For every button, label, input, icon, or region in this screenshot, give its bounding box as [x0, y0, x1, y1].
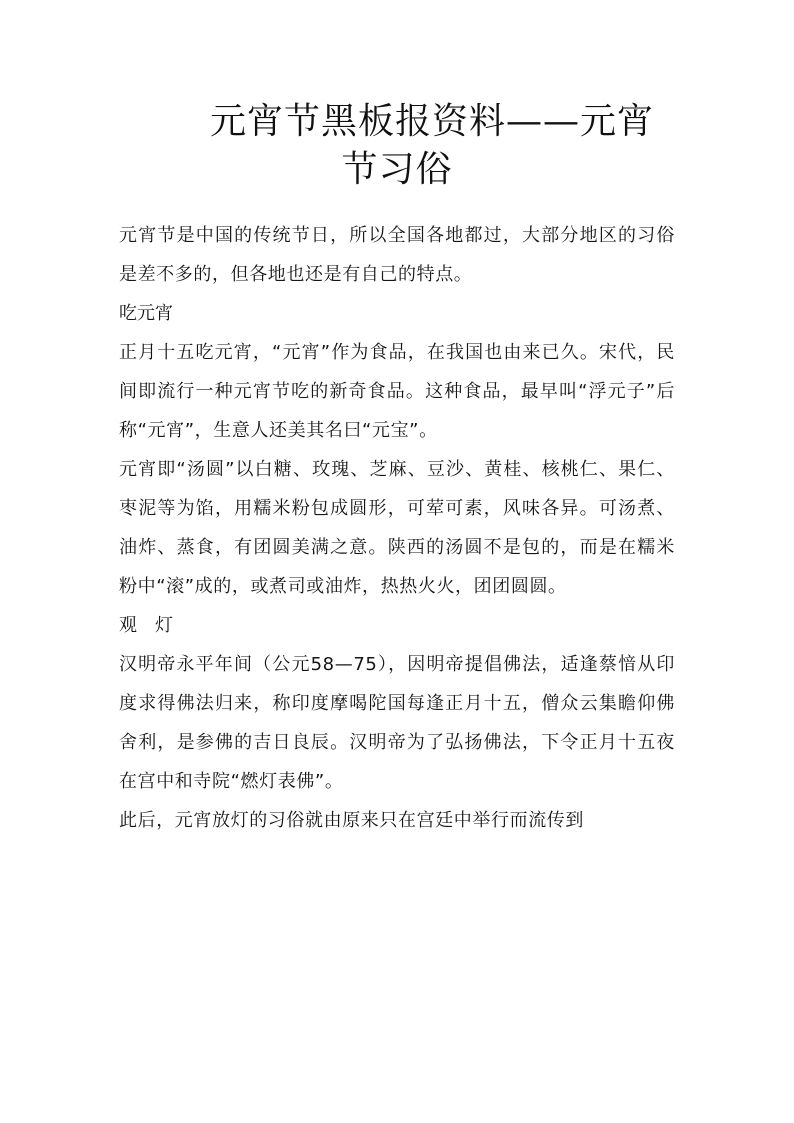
document-body: [119, 216, 675, 840]
document-title: [0, 98, 794, 194]
tangyuan-paragraph: 元宵即“汤圆”以白糖、玫瑰、芝麻、豆沙、黄桂、核桃仁、果仁、枣泥等为馅，用糯米粉包成圆形，可荤可素，风味各异。可汤煮、油炸、蒸食，有团圆美满之意。陕西的汤圆不是包的，而是在糯米粉中“滚”成的，或煮司或油炸，热热火火，团团圆圆。: [119, 459, 675, 597]
section-heading-eat-yuanxiao: 吃元宵: [119, 303, 173, 324]
title-line-2: 节习俗: [341, 149, 453, 190]
section-heading-watch-lanterns: 观灯: [119, 615, 191, 636]
lantern-spread-paragraph: 此后，元宵放灯的习俗就由原来只在宫廷中举行而流传到: [119, 810, 584, 831]
yuanxiao-history-paragraph: 正月十五吃元宵，“元宵”作为食品，在我国也由来已久。宋代，民间即流行一种元宵节吃的新奇食品。这种食品，最早叫“浮元子”后称“元宵”，生意人还美其名曰“元宝”。: [119, 342, 675, 441]
lantern-origin-paragraph: 汉明帝永平年间（公元58—75），因明帝提倡佛法，适逢蔡愔从印度求得佛法归来，称印度摩喝陀国每逢正月十五，僧众云集瞻仰佛舍利，是参佛的吉日良辰。汉明帝为了弘扬佛法，下令正月十五夜在宫中和寺院“燃灯表佛”。: [119, 654, 675, 792]
intro-paragraph: 元宵节是中国的传统节日，所以全国各地都过，大部分地区的习俗是差不多的，但各地也还是有自己的特点。: [119, 225, 675, 285]
title-line-1: 元宵节黑板报资料——元宵: [209, 101, 654, 142]
